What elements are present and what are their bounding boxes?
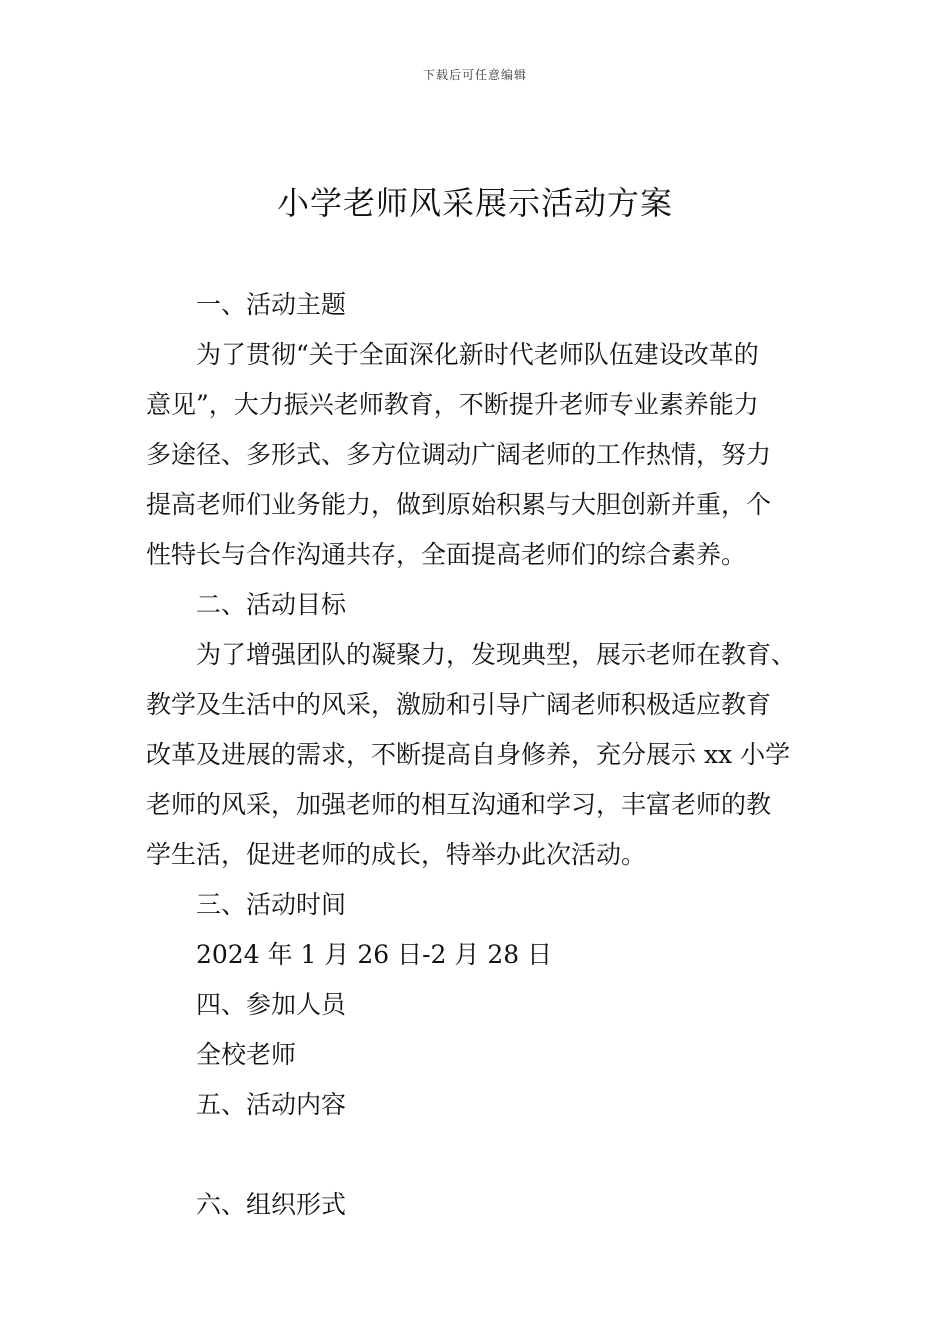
section-heading-goal: 二、活动目标: [196, 590, 347, 619]
activity-date-range: 2024 年 1 月 26 日-2 月 28 日: [196, 940, 553, 969]
paragraph-line: 为了增强团队的凝聚力，发现典型，展示老师在教育、: [196, 640, 797, 669]
section-heading-content: 五、活动内容: [196, 1090, 347, 1119]
section-heading-participants: 四、参加人员: [196, 990, 347, 1019]
section-heading-time: 三、活动时间: [196, 890, 347, 919]
paragraph-line: 老师的风采，加强老师的相互沟通和学习，丰富老师的教: [146, 790, 772, 819]
participants-text: 全校老师: [196, 1040, 297, 1069]
paragraph-line: 提高老师们业务能力，做到原始积累与大胆创新并重，个: [146, 490, 772, 519]
paragraph-line: 为了贯彻“关于全面深化新时代老师队伍建设改革的: [196, 340, 759, 369]
paragraph-line: 教学及生活中的风采，激励和引导广阔老师积极适应教育: [146, 690, 772, 719]
document-body: [146, 280, 816, 1230]
section-heading-theme: 一、活动主题: [196, 290, 347, 319]
paragraph-line: 性特长与合作沟通共存，全面提高老师们的综合素养。: [146, 540, 747, 569]
paragraph-line: 意见”，大力振兴老师教育，不断提升老师专业素养能力: [146, 390, 759, 419]
paragraph-line: 改革及进展的需求，不断提高自身修养，充分展示 xx 小学: [146, 740, 791, 769]
paragraph-line: 学生活，促进老师的成长，特举办此次活动。: [146, 840, 647, 869]
document-title: 小学老师风采展示活动方案: [276, 184, 673, 222]
section-heading-format: 六、组织形式: [196, 1190, 347, 1219]
header-note: 下载后可任意编辑: [422, 68, 527, 82]
paragraph-line: 多途径、多形式、多方位调动广阔老师的工作热情，努力: [146, 440, 772, 469]
blank-space: [146, 1130, 816, 1180]
